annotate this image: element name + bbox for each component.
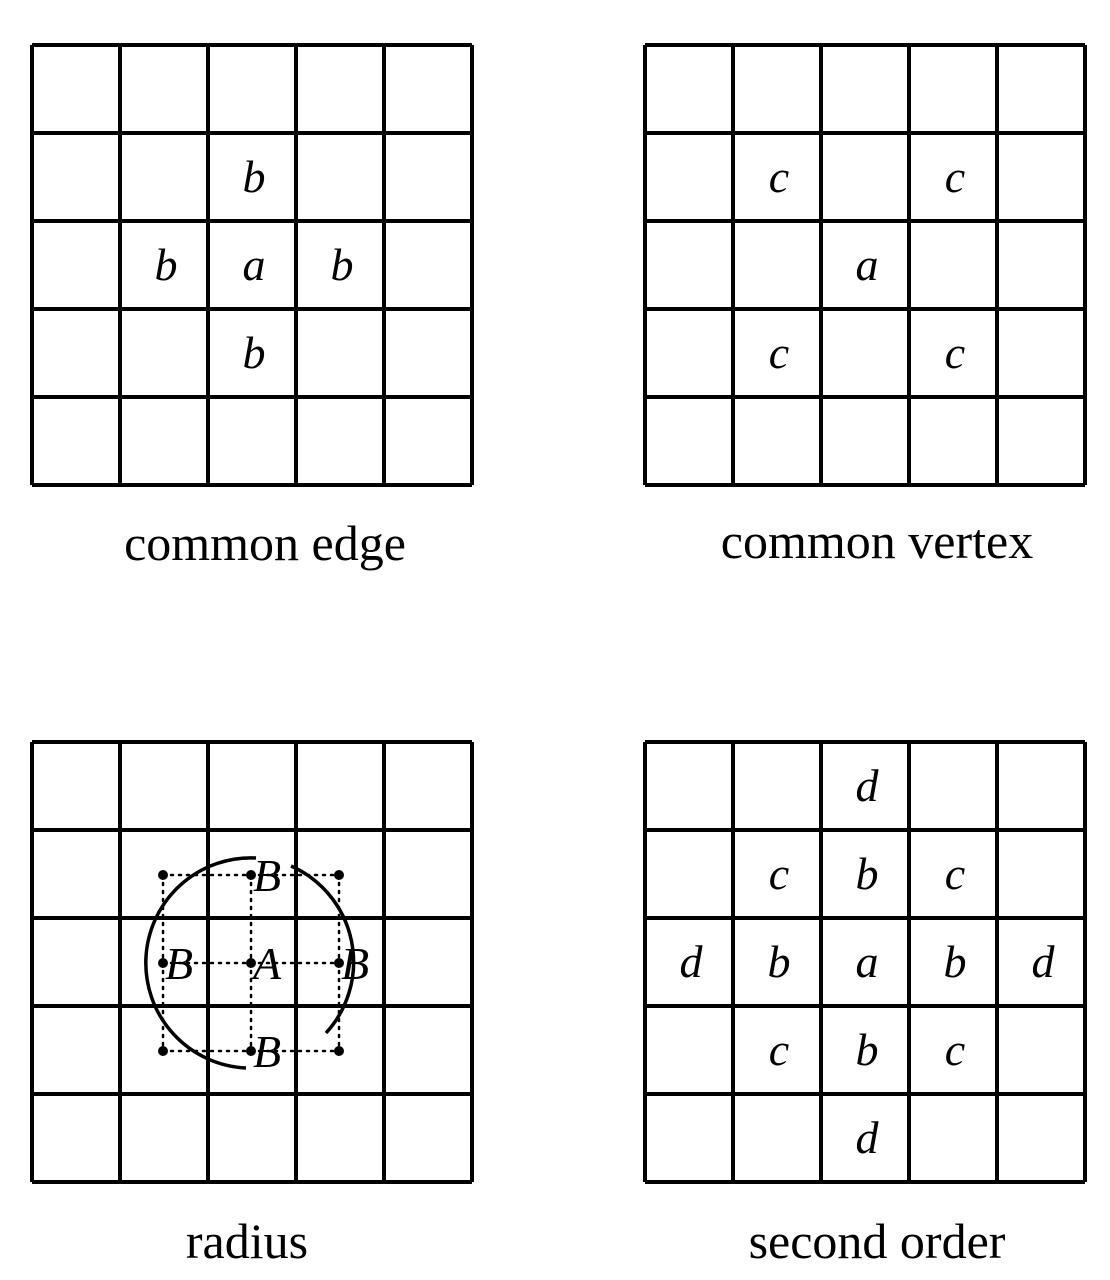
cell-label-c: c xyxy=(944,1024,966,1075)
cell-label-c: c xyxy=(944,151,966,202)
vertex-dot xyxy=(158,870,168,880)
vertex-dot xyxy=(158,1046,168,1056)
cell-label-b: b xyxy=(330,239,354,290)
cell-label-d: d xyxy=(855,1112,879,1163)
vertex-label-B: B xyxy=(341,938,370,989)
cell-label-b: b xyxy=(242,327,266,378)
vertex-label-B: B xyxy=(253,1026,282,1077)
vertex-dot xyxy=(334,1046,344,1056)
caption-second-order: second order xyxy=(748,1213,1006,1269)
panel-radius xyxy=(32,742,472,1182)
cell-label-c: c xyxy=(768,327,790,378)
cell-label-c: c xyxy=(944,848,966,899)
cell-label-b: b xyxy=(154,239,178,290)
cell-label-a: a xyxy=(855,239,879,290)
cell-label-c: c xyxy=(944,327,966,378)
vertex-label-B: B xyxy=(253,850,282,901)
cell-label-a: a xyxy=(242,239,266,290)
vertex-label-A: A xyxy=(253,938,282,989)
cell-label-b: b xyxy=(855,1024,879,1075)
vertex-dot xyxy=(334,870,344,880)
cell-label-d: d xyxy=(679,936,703,987)
caption-common-vertex: common vertex xyxy=(720,513,1034,569)
cell-label-b: b xyxy=(767,936,791,987)
panel-common-edge xyxy=(32,45,472,485)
caption-radius: radius xyxy=(185,1213,309,1269)
cell-label-d: d xyxy=(1031,936,1055,987)
caption-common-edge: common edge xyxy=(124,515,406,571)
cell-label-b: b xyxy=(855,848,879,899)
cell-label-c: c xyxy=(768,1024,790,1075)
cell-label-b: b xyxy=(242,151,266,202)
cell-label-b: b xyxy=(943,936,967,987)
cell-label-d: d xyxy=(855,760,879,811)
cell-label-a: a xyxy=(855,936,879,987)
vertex-label-B: B xyxy=(165,938,194,989)
panel-common-vertex xyxy=(645,45,1085,485)
cell-label-c: c xyxy=(768,848,790,899)
cell-label-c: c xyxy=(768,151,790,202)
panel-second-order xyxy=(645,742,1085,1182)
